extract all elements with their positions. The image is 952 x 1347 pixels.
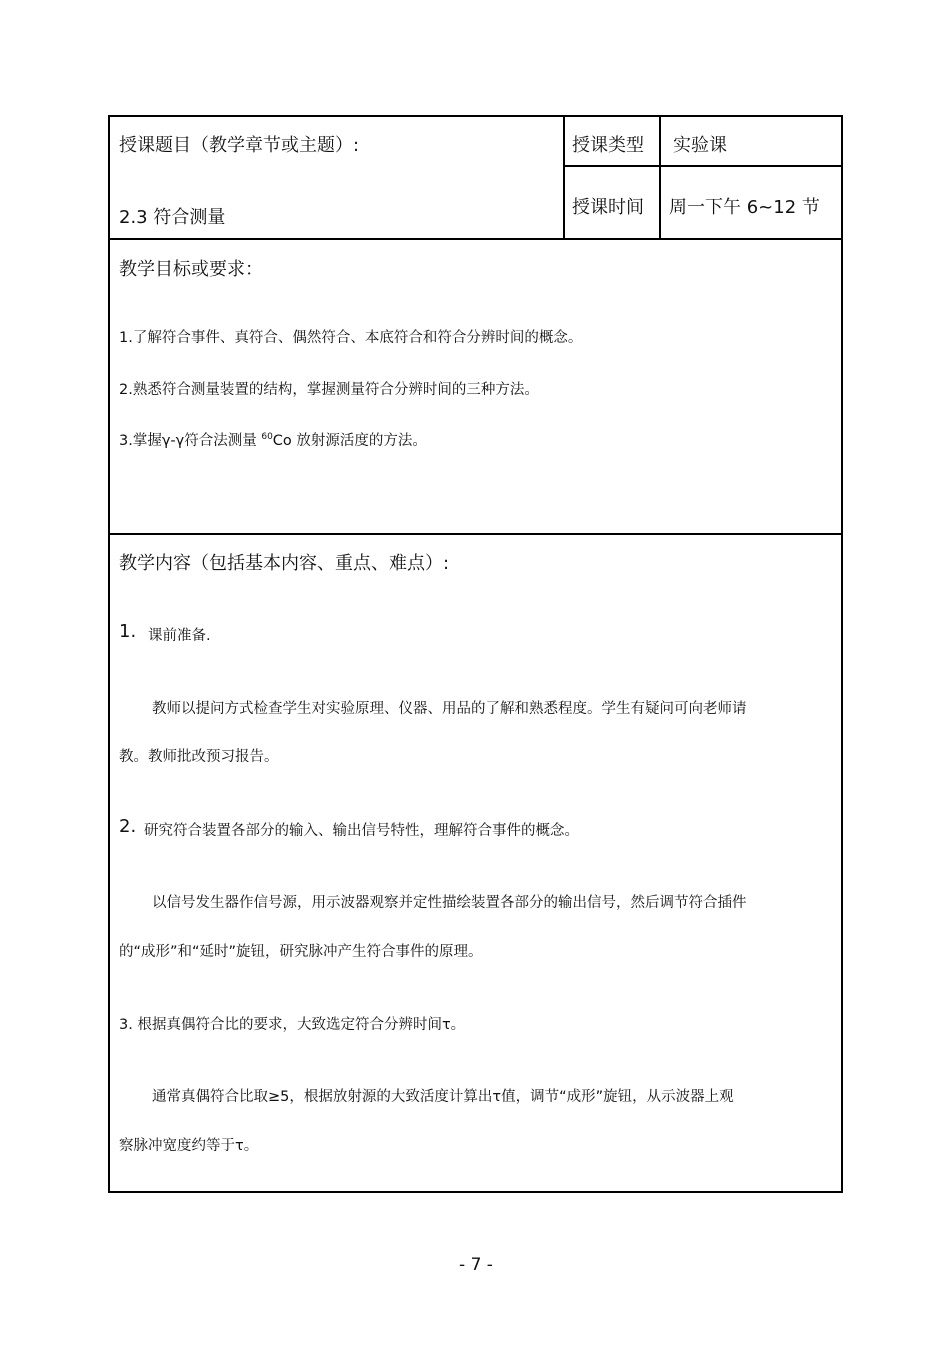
paragraph-line: 通常真偶符合比取≥5，根据放射源的大致活度计算出τ值，调节“成形”旋钮，从示波器上观 — [152, 1089, 734, 1105]
time-value: 周一下午 6~12 节 — [669, 197, 820, 218]
section-title: 课前准备. — [148, 628, 211, 644]
paragraph-line: 教。教师批改预习报告。 — [119, 749, 279, 765]
column-divider — [563, 115, 565, 240]
paragraph-line: 的“成形”和“延时”旋钮，研究脉冲产生符合事件的原理。 — [119, 944, 483, 960]
section-title: 3. 根据真偶符合比的要求，大致选定符合分辨时间τ。 — [119, 1017, 466, 1033]
objective-item: 1.了解符合事件、真符合、偶然符合、本底符合和符合分辨时间的概念。 — [119, 330, 583, 346]
section-number: 1. — [119, 621, 137, 642]
page-number: - 7 - — [459, 1255, 493, 1275]
objective-item-prefix: 3.掌握γ-γ符合法测量 — [119, 433, 262, 449]
row-divider — [563, 165, 843, 167]
topic-label: 授课题目（教学章节或主题）: — [119, 135, 360, 156]
paragraph-line: 察脉冲宽度约等于τ。 — [119, 1138, 259, 1154]
topic-value: 2.3 符合测量 — [119, 207, 226, 228]
row-divider — [108, 533, 843, 535]
isotope-mass-number: 60 — [261, 432, 273, 442]
column-divider — [659, 115, 661, 240]
objective-item-suffix: Co 放射源活度的方法。 — [272, 433, 427, 449]
objective-item — [119, 429, 427, 450]
section-title: 研究符合装置各部分的输入、输出信号特性，理解符合事件的概念。 — [144, 823, 579, 839]
paragraph-line: 教师以提问方式检查学生对实验原理、仪器、用品的了解和熟悉程度。学生有疑问可向老师请 — [152, 701, 747, 717]
section-number: 2. — [119, 816, 137, 837]
objectives-heading: 教学目标或要求： — [119, 259, 263, 280]
content-heading: 教学内容（包括基本内容、重点、难点）: — [119, 553, 450, 574]
type-label: 授课类型 — [572, 135, 644, 156]
type-value: 实验课 — [673, 135, 727, 156]
time-label: 授课时间 — [572, 197, 644, 218]
objective-item: 2.熟悉符合测量装置的结构，掌握测量符合分辨时间的三种方法。 — [119, 382, 539, 398]
row-divider — [108, 238, 843, 240]
paragraph-line: 以信号发生器作信号源，用示波器观察并定性描绘装置各部分的输出信号，然后调节符合插件 — [152, 895, 747, 911]
